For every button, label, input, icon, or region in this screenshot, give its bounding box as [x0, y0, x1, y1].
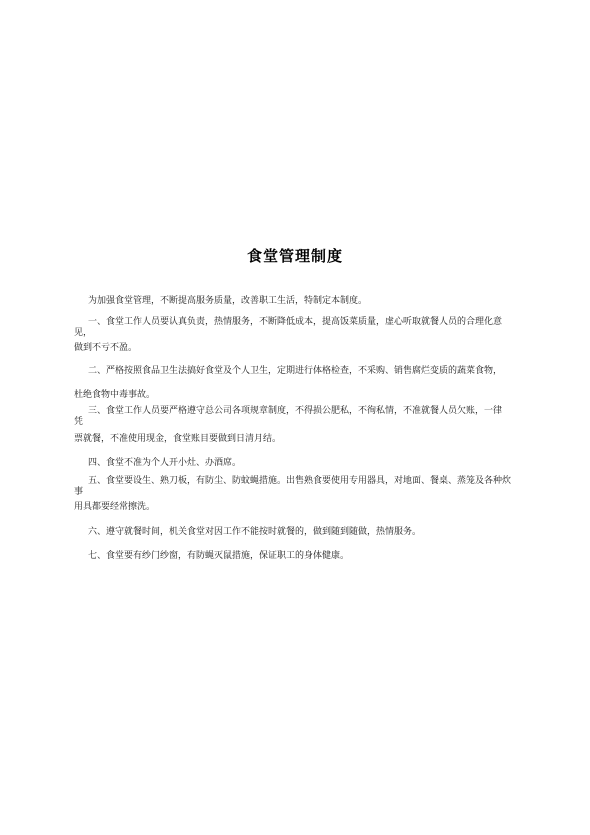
paragraph-2-line-1: 二、严格按照食品卫生法搞好食堂及个人卫生，定期进行体格检查，不采购、销售腐烂变质的蔬菜食物，: [88, 366, 503, 376]
paragraph-3-line-3: 票就餐，不准使用现金，食堂账目要做到日清月结。: [74, 434, 282, 444]
paragraph-7: 七、食堂要有纱门纱窗，有防蝇灭鼠措施，保证职工的身体健康。: [88, 551, 350, 561]
paragraph-4: 四、食堂不准为个人开小灶、办酒席。: [88, 458, 242, 468]
paragraph-3-line-1: 三、食堂工作人员要严格遵守总公司各项规章制度，不得损公肥私，不徇私情，不准就餐人员欠账，一律: [88, 406, 503, 416]
paragraph-5-line-3: 用具都要经常擦洗。: [74, 502, 156, 512]
paragraph-1-line-3: 做到不亏不盈。: [74, 343, 138, 353]
document-title: 食堂管理制度: [246, 247, 343, 265]
paragraph-intro: 为加强食堂管理，不断提高服务质量，改善职工生活，特制定本制度。: [88, 296, 368, 306]
paragraph-5-line-2: 事: [74, 487, 84, 497]
paragraph-1-line-2: 见，: [74, 328, 93, 338]
paragraph-1-line-1: 一、食堂工作人员要认真负责，热情服务，不断降低成本，提高饭菜质量，虚心听取就餐人员的合理化意: [88, 317, 503, 327]
paragraph-3-line-2: 凭: [74, 417, 84, 427]
paragraph-5-line-1: 五、食堂要设生、熟刀板，有防尘、防蚊蝇措施。出售熟食要使用专用器具，对地面、餐桌、蒸笼及各种炊: [88, 476, 512, 486]
paragraph-6: 六、遵守就餐时间，机关食堂对因工作不能按时就餐的，做到随到随做，热情服务。: [88, 527, 422, 537]
paragraph-2-line-2: 杜绝食物中毒事故。: [74, 390, 156, 400]
